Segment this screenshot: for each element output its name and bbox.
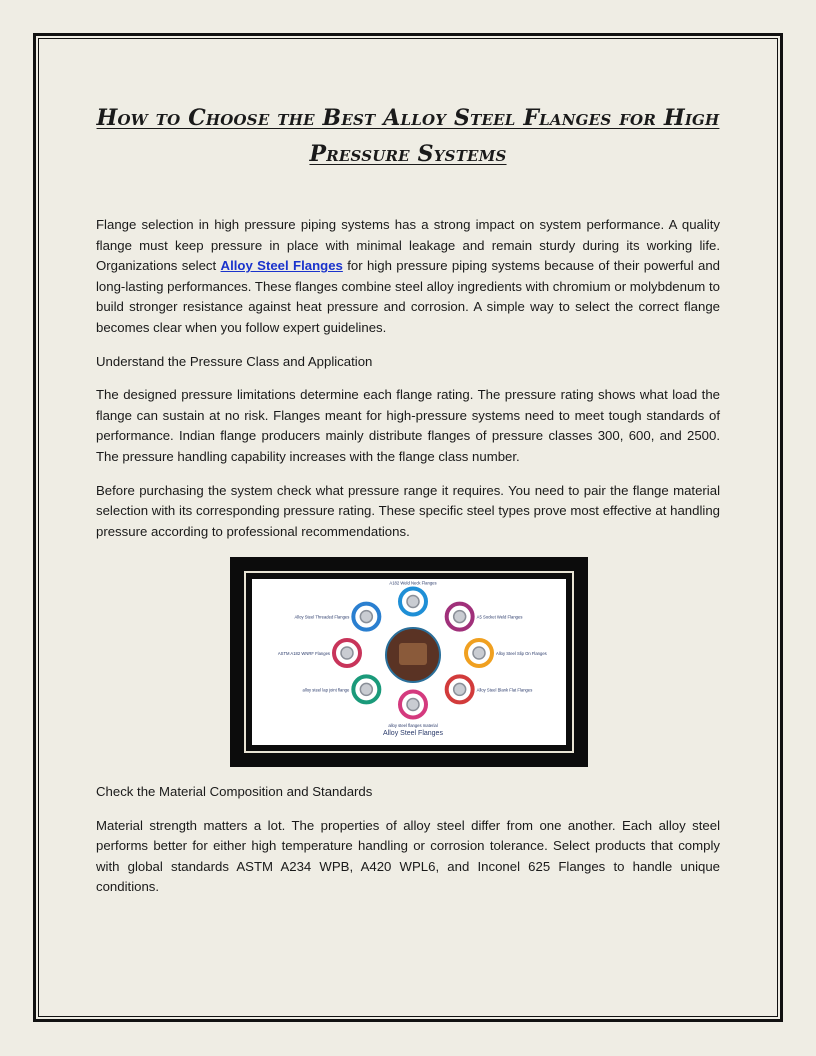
flange-icon-0 <box>407 596 419 608</box>
flange-label-7: Alloy Steel Threaded Flanges <box>294 614 350 620</box>
flange-label-0: A182 Weld Neck Flanges <box>389 580 437 586</box>
intro-paragraph: Flange selection in high pressure piping systems has a strong impact on system performance. A quality flange must keep pressure in place with minimal leakage and remain sturdy during its working life. Organizations select Alloy Steel Flanges for high pressure piping systems because of their powerful and long-lasting performances. These flanges combine steel alloy ingredients with chromium or molybdenum to build stronger resistance against heat pressure and corrosion. A simple way to select the correct flange becomes clear when you follow expert guidelines. <box>96 217 720 335</box>
flange-icon-6 <box>341 647 353 659</box>
flange-icon-1 <box>454 611 466 623</box>
flange-label-5: alloy steel lap joint flange <box>302 687 350 693</box>
document-body <box>96 215 720 555</box>
flange-diagram <box>230 557 588 767</box>
flange-icon-7 <box>360 611 372 623</box>
flange-types-figure <box>230 557 588 767</box>
flange-label-2: Alloy Steel Slip On Flanges <box>496 651 547 656</box>
figure-caption: Alloy Steel Flanges <box>383 730 443 737</box>
flange-icon-2 <box>473 647 485 659</box>
material-section <box>96 782 720 911</box>
alloy-steel-flanges-link[interactable]: Alloy Steel Flanges <box>220 258 343 274</box>
center-photo-detail <box>399 643 427 665</box>
flange-icon-5 <box>360 683 372 695</box>
section-heading-pressure: Understand the Pressure Class and Application <box>96 353 373 369</box>
section-heading-material: Check the Material Composition and Standards <box>96 784 373 799</box>
pressure-paragraph: The designed pressure limitations determine each flange rating. The pressure rating shows what load the flange can sustain at no risk. Flanges meant for high-pressure systems need to meet tough standards of performance. Indian flange producers mainly distribute flanges of pressure classes 300, 600, and 2500. The pressure handling capability increases with the flange class number. <box>96 387 720 464</box>
figure-caption-top: alloy steel flanges material <box>388 723 438 728</box>
flange-label-6: ASTM A182 WNRF Flanges <box>277 651 330 656</box>
document-title: How to Choose the Best Alloy Steel Flanges for High Pressure Systems <box>96 105 720 167</box>
flange-label-3: Alloy Steel Blank Flat Flanges <box>476 687 533 693</box>
purchase-paragraph: Before purchasing the system check what pressure range it requires. You need to pair the flange material selection with its corresponding pressure rating. These specific steel types prove most effective at handling pressure according to professional recommendations. <box>96 482 720 539</box>
material-paragraph: Material strength matters a lot. The properties of alloy steel differ from one another. Each alloy steel performs better for either high temperature handling or corrosion tolerance. Select products that comply with global standards ASTM A234 WPB, A420 WPL6, and Inconel 625 Flanges to handle unique conditions. <box>96 817 720 895</box>
flange-icon-3 <box>454 683 466 695</box>
flange-icon-4 <box>407 698 419 710</box>
flange-label-1: A5 Socket Weld Flanges <box>476 614 523 620</box>
